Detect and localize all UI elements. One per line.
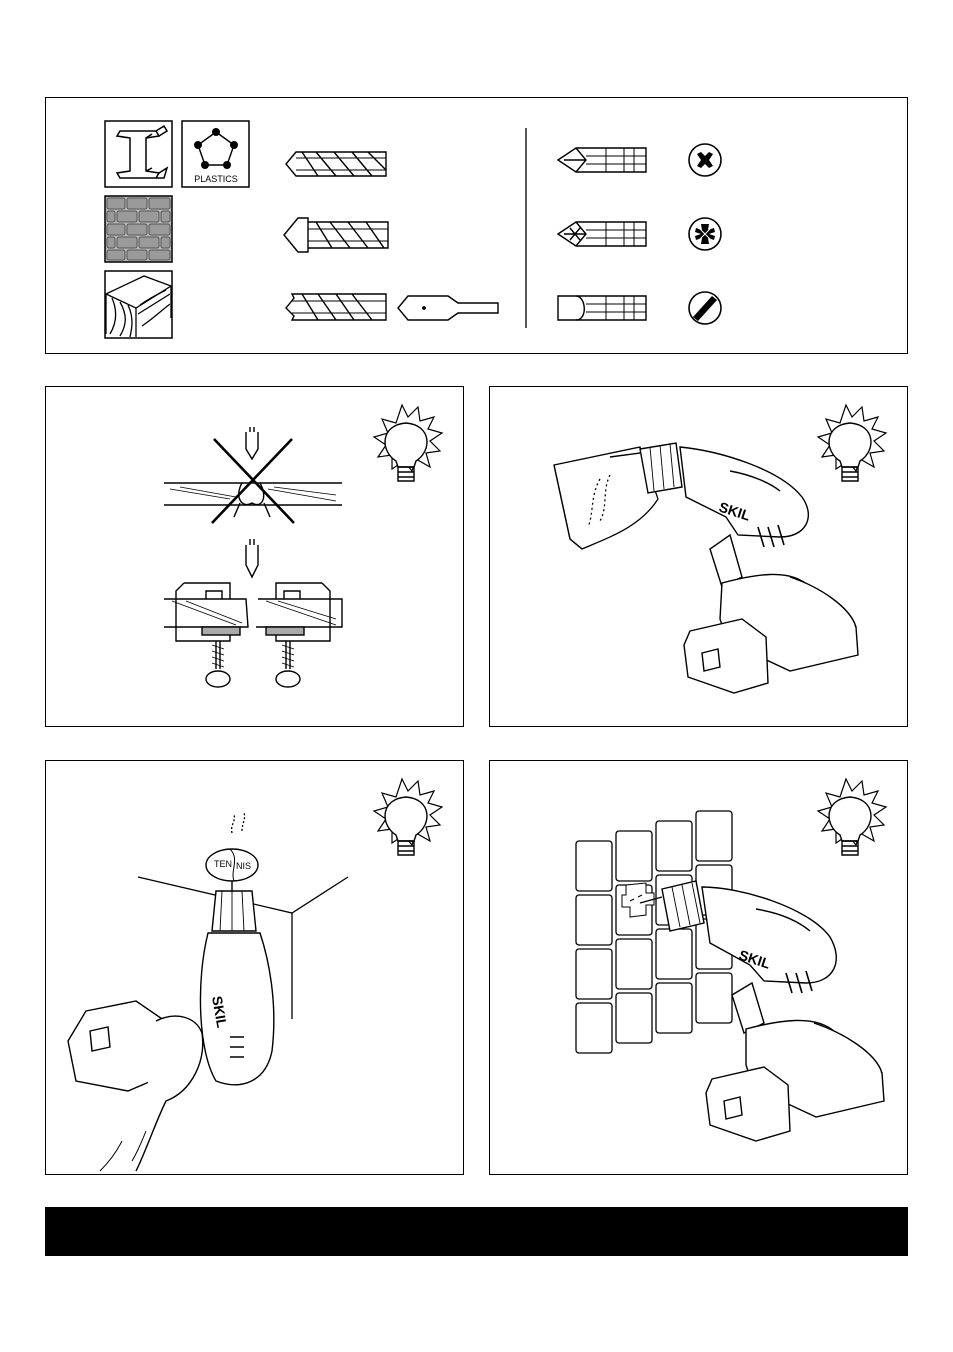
tip-lightbulb-icon <box>374 779 442 855</box>
tile-panel <box>489 760 908 1175</box>
ball-text-left: TEN <box>214 859 232 869</box>
plastics-icon <box>182 121 249 187</box>
pozidriv-screw-head-icon <box>689 218 721 250</box>
masonry-icon <box>105 196 172 262</box>
drill-drawing <box>68 881 274 1171</box>
tip-lightbulb-icon <box>818 779 886 855</box>
phillips-bit-icon <box>558 148 646 172</box>
wood-icon <box>105 271 172 338</box>
ceiling-panel <box>45 760 464 1175</box>
clamp-panel <box>45 386 464 727</box>
bits-panel <box>45 97 908 354</box>
metal-icon <box>105 121 172 187</box>
wrong-method-drawing <box>164 427 342 523</box>
tennis-ball <box>206 849 258 881</box>
tip-lightbulb-icon <box>818 405 886 481</box>
tile-drill-illustration <box>490 761 909 1176</box>
masonry-drill-bit-icon <box>284 218 388 252</box>
pozidriv-bit-icon <box>558 222 646 246</box>
phillips-screw-head-icon <box>689 144 721 176</box>
metal-drill-bit-icon <box>286 152 386 176</box>
footer-black-bar <box>45 1207 908 1256</box>
drill-drawing <box>610 443 858 693</box>
slotted-bit-icon <box>558 296 646 320</box>
drill-brand-label: SKIL <box>209 994 231 1029</box>
plastics-label: PLASTICS <box>194 174 238 184</box>
correct-method-drawing <box>164 539 342 687</box>
slotted-screw-head-icon <box>689 292 721 324</box>
drill-brand-label: SKIL <box>737 946 773 972</box>
clamp-illustration <box>46 387 465 728</box>
paper-drill-illustration <box>490 387 909 728</box>
wood-drill-bit-icon <box>286 294 386 320</box>
ball-text-right: NIS <box>236 861 252 871</box>
paper-panel <box>489 386 908 727</box>
tip-lightbulb-icon <box>374 405 442 481</box>
ceiling-drill-illustration <box>46 761 465 1176</box>
spade-bit-icon <box>398 296 498 320</box>
drill-brand-label: SKIL <box>717 498 753 524</box>
bits-illustration <box>46 98 909 355</box>
